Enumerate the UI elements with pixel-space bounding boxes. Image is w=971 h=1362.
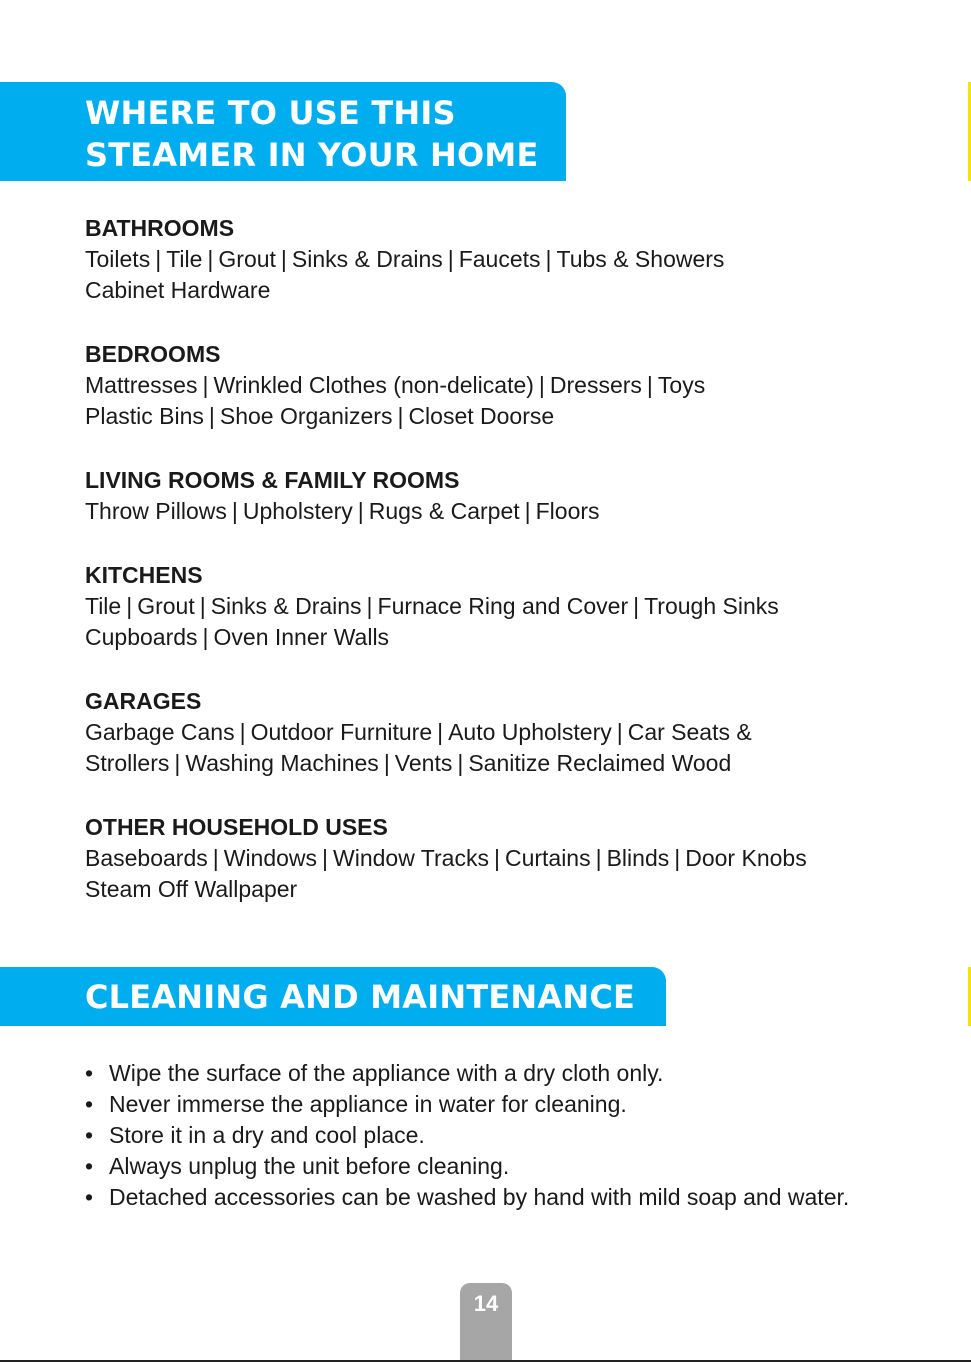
item-separator: |	[174, 750, 181, 776]
item-separator: |	[126, 593, 133, 619]
section-line	[85, 843, 945, 874]
where-to-use-title: WHERE TO USE THIS STEAMER IN YOUR HOME	[85, 94, 539, 174]
item-separator: |	[545, 246, 552, 272]
usage-item: Sanitize Reclaimed Wood	[468, 750, 732, 776]
maintenance-item	[85, 1182, 865, 1213]
section-title: BEDROOMS	[85, 341, 221, 367]
usage-item: Dressers	[549, 372, 642, 398]
maintenance-text: Store it in a dry and cool place.	[109, 1122, 425, 1148]
usage-item: Oven Inner Walls	[213, 624, 390, 650]
section-title: KITCHENS	[85, 562, 203, 588]
usage-item: Floors	[535, 498, 600, 524]
usage-item: Door Knobs	[685, 845, 807, 871]
maintenance-item	[85, 1120, 865, 1151]
where-to-use-banner	[0, 82, 566, 181]
item-separator: |	[231, 498, 238, 524]
usage-item: Toys	[657, 372, 706, 398]
usage-item: Sinks & Drains	[210, 593, 362, 619]
usage-item: Vents	[394, 750, 453, 776]
item-separator: |	[280, 246, 287, 272]
section-line	[85, 496, 945, 527]
usage-item: Car Seats &	[627, 719, 752, 745]
bullet-icon: •	[85, 1184, 94, 1210]
maintenance-text: Never immerse the appliance in water for cleaning.	[109, 1091, 627, 1117]
maintenance-item	[85, 1058, 865, 1089]
item-separator: |	[383, 750, 390, 776]
item-separator: |	[538, 372, 545, 398]
item-separator: |	[208, 403, 215, 429]
usage-item: Tile	[166, 246, 203, 272]
item-separator: |	[322, 845, 329, 871]
usage-item: Rugs & Carpet	[368, 498, 520, 524]
item-separator: |	[524, 498, 531, 524]
usage-item: Toilets	[85, 246, 151, 272]
section-line	[85, 748, 945, 779]
section-line	[85, 874, 945, 905]
section-title: LIVING ROOMS & FAMILY ROOMS	[85, 467, 460, 493]
section-line	[85, 622, 945, 653]
cleaning-banner	[0, 967, 666, 1026]
item-separator: |	[493, 845, 500, 871]
item-separator: |	[595, 845, 602, 871]
usage-item: Furnace Ring and Cover	[377, 593, 629, 619]
maintenance-list	[85, 1058, 865, 1213]
item-separator: |	[437, 719, 444, 745]
item-separator: |	[457, 750, 464, 776]
bullet-icon: •	[85, 1091, 94, 1117]
usage-item: Trough Sinks	[644, 593, 779, 619]
item-separator: |	[616, 719, 623, 745]
usage-item: Auto Upholstery	[448, 719, 612, 745]
item-separator: |	[239, 719, 246, 745]
section	[85, 686, 945, 779]
usage-item: Washing Machines	[185, 750, 379, 776]
cleaning-title: CLEANING AND MAINTENANCE	[85, 978, 636, 1016]
usage-item: Cupboards	[85, 624, 198, 650]
maintenance-text: Always unplug the unit before cleaning.	[109, 1153, 510, 1179]
item-separator: |	[207, 246, 214, 272]
usage-item: Strollers	[85, 750, 170, 776]
usage-item: Plastic Bins	[85, 403, 204, 429]
item-separator: |	[357, 498, 364, 524]
usage-item: Grout	[218, 246, 276, 272]
item-separator: |	[202, 624, 209, 650]
maintenance-item	[85, 1089, 865, 1120]
usage-item: Upholstery	[242, 498, 353, 524]
section	[85, 812, 945, 905]
section	[85, 213, 945, 306]
item-separator: |	[674, 845, 681, 871]
item-separator: |	[202, 372, 209, 398]
section-line	[85, 717, 945, 748]
section-line	[85, 244, 945, 275]
usage-item: Steam Off Wallpaper	[85, 876, 298, 902]
section-title: BATHROOMS	[85, 215, 235, 241]
usage-item: Grout	[137, 593, 195, 619]
page-number-tab	[460, 1283, 512, 1362]
maintenance-text: Detached accessories can be washed by hand with mild soap and water.	[109, 1184, 850, 1210]
maintenance-item	[85, 1151, 865, 1182]
section	[85, 339, 945, 432]
section-title: OTHER HOUSEHOLD USES	[85, 814, 388, 840]
bullet-icon: •	[85, 1122, 94, 1148]
usage-item: Baseboards	[85, 845, 208, 871]
section-line	[85, 401, 945, 432]
item-separator: |	[366, 593, 373, 619]
section	[85, 560, 945, 653]
usage-sections	[85, 213, 945, 938]
usage-item: Tile	[85, 593, 122, 619]
usage-item: Blinds	[606, 845, 670, 871]
maintenance-text: Wipe the surface of the appliance with a dry cloth only.	[109, 1060, 664, 1086]
usage-item: Garbage Cans	[85, 719, 235, 745]
usage-item: Faucets	[458, 246, 541, 272]
item-separator: |	[397, 403, 404, 429]
usage-item: Wrinkled Clothes (non-delicate)	[213, 372, 534, 398]
item-separator: |	[199, 593, 206, 619]
item-separator: |	[633, 593, 640, 619]
section-line	[85, 275, 945, 306]
section-line	[85, 370, 945, 401]
usage-item: Shoe Organizers	[219, 403, 393, 429]
usage-item: Sinks & Drains	[291, 246, 443, 272]
usage-item: Tubs & Showers	[556, 246, 725, 272]
usage-item: Throw Pillows	[85, 498, 227, 524]
usage-item: Curtains	[504, 845, 591, 871]
bullet-icon: •	[85, 1060, 94, 1086]
item-separator: |	[646, 372, 653, 398]
item-separator: |	[212, 845, 219, 871]
page-number: 14	[473, 1291, 499, 1316]
item-separator: |	[155, 246, 162, 272]
usage-item: Outdoor Furniture	[250, 719, 433, 745]
usage-item: Windows	[223, 845, 318, 871]
section	[85, 465, 945, 527]
usage-item: Closet Doorse	[408, 403, 555, 429]
usage-item: Cabinet Hardware	[85, 277, 271, 303]
section-title: GARAGES	[85, 688, 202, 714]
section-line	[85, 591, 945, 622]
bullet-icon: •	[85, 1153, 94, 1179]
usage-item: Mattresses	[85, 372, 198, 398]
item-separator: |	[447, 246, 454, 272]
usage-item: Window Tracks	[333, 845, 489, 871]
